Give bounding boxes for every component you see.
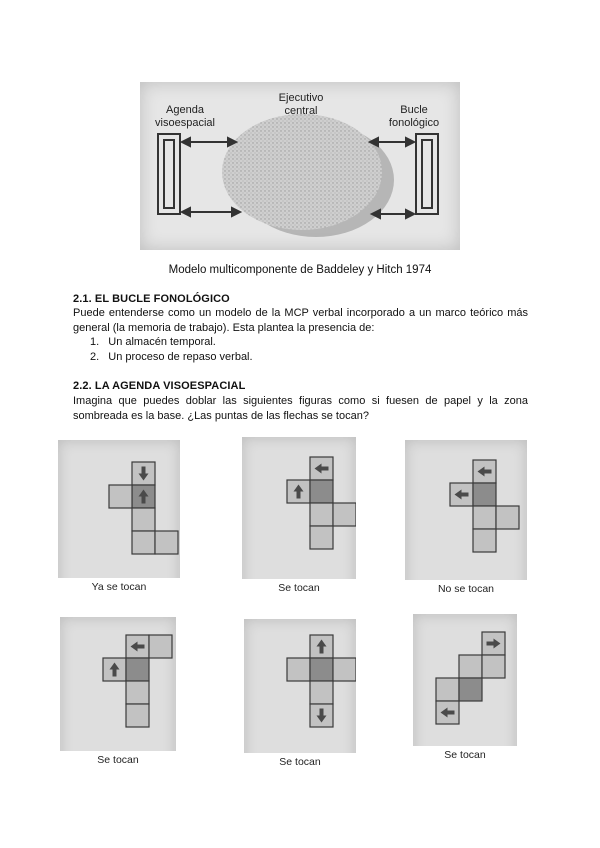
puzzle-card [244, 619, 356, 771]
net-square [132, 531, 155, 554]
puzzle-answer-label: Se tocan [244, 753, 356, 771]
net-square [473, 529, 496, 552]
net-square [459, 655, 482, 678]
net-base-square [310, 658, 333, 681]
baddeley-hitch-diagram [140, 82, 460, 250]
section-paragraph-bucle: Puede entenderse como un modelo de la MCP verbal incorporado a un marco teórico más general (la memoria de trabajo). Esta plantea la presencia de: [73, 307, 528, 334]
left-box-inner [164, 140, 174, 208]
puzzle-answer-label: Se tocan [242, 579, 356, 597]
left-box [158, 134, 180, 214]
section-paragraph-agenda: Imagina que puedes doblar las siguientes figuras como si fuesen de papel y la zona sombreada es la base. ¿Las puntas de las flechas se tocan? [73, 395, 528, 422]
net-base-square [126, 658, 149, 681]
puzzle-card [413, 614, 517, 764]
net-square [333, 658, 356, 681]
puzzle-answer-label: Se tocan [60, 751, 176, 769]
puzzle-answer-label: Se tocan [413, 746, 517, 764]
net-square [310, 681, 333, 704]
section-heading-bucle: 2.1. EL BUCLE FONOLÓGICO [73, 293, 230, 305]
diagram-caption: Modelo multicomponente de Baddeley y Hitch 1974 [168, 264, 432, 276]
section-heading-agenda: 2.2. LA AGENDA VISOESPACIAL [73, 380, 246, 392]
net-square [149, 635, 172, 658]
net-square [436, 678, 459, 701]
net-square [496, 506, 519, 529]
label-visuospatial-sketchpad: Agenda visoespacial [155, 104, 215, 129]
puzzle-card [242, 437, 356, 597]
net-square [310, 503, 333, 526]
label-phonological-loop: Bucle fonológico [388, 104, 440, 129]
net-square [287, 658, 310, 681]
list-item-1 [90, 336, 216, 348]
net-base-square [459, 678, 482, 701]
folding-net [60, 617, 176, 769]
puzzle-answer-label: Ya se tocan [58, 578, 180, 596]
folding-net [242, 437, 356, 597]
folding-net [244, 619, 356, 771]
folding-net [405, 440, 527, 598]
list-item-2 [90, 351, 253, 363]
list-item-number: 2. [90, 351, 100, 363]
folding-net [413, 614, 517, 764]
right-box-inner [422, 140, 432, 208]
label-central-executive: Ejecutivo central [278, 92, 324, 117]
net-square [333, 503, 356, 526]
list-item-number: 1. [90, 336, 100, 348]
net-square [132, 508, 155, 531]
net-square [126, 681, 149, 704]
net-square [126, 704, 149, 727]
central-executive-ellipse [222, 114, 382, 230]
folding-net [58, 440, 180, 596]
list-item-text: Un almacén temporal. [108, 336, 216, 348]
net-square [482, 655, 505, 678]
right-box [416, 134, 438, 214]
net-square [310, 526, 333, 549]
puzzle-card [60, 617, 176, 769]
net-base-square [473, 483, 496, 506]
list-item-text: Un proceso de repaso verbal. [108, 351, 253, 363]
puzzle-card [58, 440, 180, 596]
puzzle-answer-label: No se tocan [405, 580, 527, 598]
net-square [473, 506, 496, 529]
net-base-square [310, 480, 333, 503]
net-square [109, 485, 132, 508]
puzzle-card [405, 440, 527, 598]
net-square [155, 531, 178, 554]
